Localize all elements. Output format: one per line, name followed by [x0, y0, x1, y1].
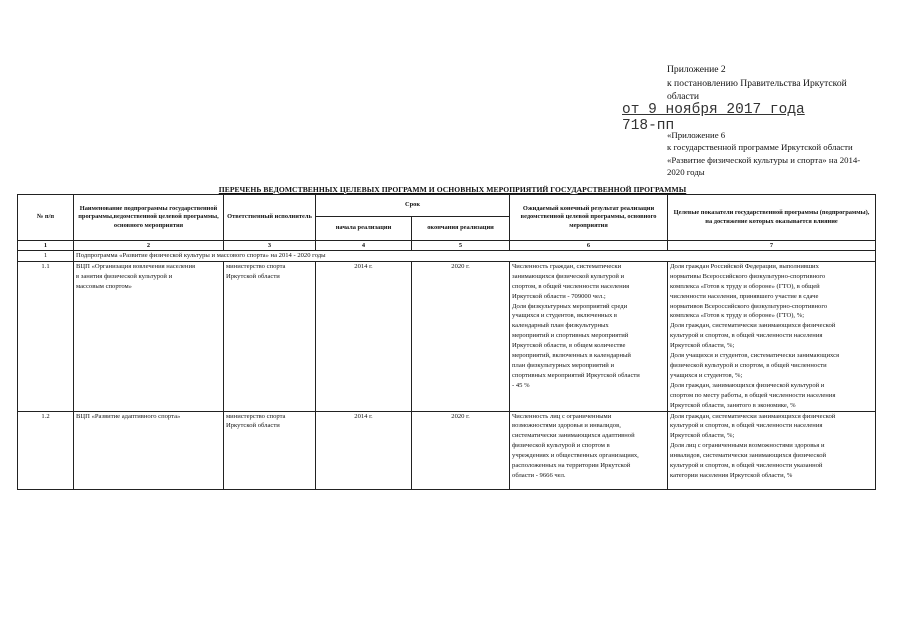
row-end: 2020 г. — [412, 261, 510, 411]
row-result-line: области - 9666 чел. — [512, 471, 566, 479]
column-number: 1 — [18, 241, 74, 251]
column-number: 2 — [74, 241, 224, 251]
document-title: ПЕРЕЧЕНЬ ВЕДОМСТВЕННЫХ ЦЕЛЕВЫХ ПРОГРАММ И ОСНОВНЫХ МЕРОПРИЯТИЙ ГОСУДАРСТВЕННОЙ ПРОГРАММЫ — [218, 185, 687, 194]
header-name: Наименование подпрограммы государственной программы,ведомственной целевой программы, основного мероприятия — [74, 195, 224, 241]
header-indicators: Целевые показатели государственной программы (подпрограммы), на достижение которых оказывается влияние — [668, 195, 876, 241]
row-indicators — [668, 261, 876, 411]
row-indicators — [668, 411, 876, 489]
appendix-line: к постановлению Правительства Иркутской — [667, 77, 847, 89]
row-indicators-line: Иркутской области, %; — [670, 432, 735, 440]
row-executor — [224, 261, 316, 411]
row-indicators-line: численности населения, принявшего участие в сдаче — [670, 292, 819, 300]
header-num: № п/п — [18, 195, 74, 241]
row-executor-line: министерство спорта — [226, 262, 286, 270]
row-executor-line: Иркутской области — [226, 272, 280, 280]
row-result-line: мероприятий, включенных в календарный — [512, 352, 631, 360]
column-number: 7 — [668, 241, 876, 251]
row-result-line: расположенных на территории Иркутской — [512, 462, 631, 470]
row-name-line: массовым спортом» — [76, 282, 132, 290]
stamp-number: 718-пп — [622, 118, 675, 134]
row-result-line: Доля физкультурных мероприятий среди — [512, 302, 628, 310]
row-indicators-line: Доля учащихся и студентов, систематически занимающихся — [670, 352, 840, 360]
row-executor-line: министерство спорта — [226, 412, 286, 420]
row-indicators-line: комплекса «Готов к труду и обороне» (ГТО), в общей — [670, 282, 820, 290]
row-indicators-line: Доля граждан Российской Федерации, выполнивших — [670, 262, 819, 270]
row-indicators-line: нормативов Всероссийского физкультурно-спортивного — [670, 302, 828, 310]
row-indicators-line: культурой и спортом, в общей численности населения — [670, 332, 823, 340]
row-result-line: план физкультурных мероприятий и — [512, 361, 614, 369]
row-result-line: Иркутской области - 709000 чел.; — [512, 292, 606, 300]
row-indicators-line: Доля граждан, занимающихся физической культурой и — [670, 381, 825, 389]
header-start: начала реализации — [316, 217, 412, 241]
row-indicators-line: физической культурой и спортом, в общей численности — [670, 361, 827, 369]
row-name-line: в занятия физической культурой и — [76, 272, 173, 280]
header-result: Ожидаемый конечный результат реализации ведомственной целевой программы, основного мероприятия — [510, 195, 668, 241]
header-term: Срок — [316, 195, 510, 217]
row-result — [510, 261, 668, 411]
row-indicators-line: Доля лиц с ограниченными возможностями здоровья и — [670, 442, 825, 450]
appendix-line: Приложение 2 — [667, 64, 726, 75]
row-result-line: учащихся и студентов, включенных в — [512, 312, 618, 320]
row-result-line: учреждениях и общественных организациях, — [512, 452, 639, 460]
column-number: 6 — [510, 241, 668, 251]
table-row — [18, 261, 876, 411]
subprogram-num: 1 — [18, 251, 74, 262]
appendix6-line: «Развитие физической культуры и спорта» на 2014- — [667, 154, 861, 165]
row-result-line: физической культурой и спортом в — [512, 442, 610, 450]
row-name-line: ВЦП «Организация вовлечения населения — [76, 262, 196, 270]
row-executor-line: Иркутской области — [226, 422, 280, 430]
row-result-line: Иркутской области, в общем количестве — [512, 342, 626, 350]
row-indicators-line: инвалидов, систематически занимающихся физической — [670, 452, 827, 460]
row-indicators-line: спортом по месту работы, в общей численности населения — [670, 391, 836, 399]
row-num: 1.1 — [18, 261, 74, 411]
header-end: окончания реализации — [412, 217, 510, 241]
row-result-line: календарный план физкультурных — [512, 322, 609, 330]
appendix-block — [667, 63, 877, 104]
appendix6-block — [667, 129, 882, 178]
appendix-line: области — [667, 91, 700, 102]
row-executor — [224, 411, 316, 489]
row-result-line: спортом, в общей численности населения — [512, 282, 630, 290]
column-number: 5 — [412, 241, 510, 251]
row-name — [74, 261, 224, 411]
column-number: 4 — [316, 241, 412, 251]
row-indicators-line: Доля граждан, систематически занимающихся физической — [670, 322, 836, 330]
row-result-line: мероприятий и спортивных мероприятий — [512, 332, 629, 340]
row-indicators-line: комплекса «Готов к труду и обороне» (ГТО), %; — [670, 312, 805, 320]
appendix6-line: «Приложение 6 — [667, 130, 726, 140]
appendix6-line: 2020 годы — [667, 166, 705, 177]
row-name-line: ВЦП «Развитие адаптивного спорта» — [76, 412, 181, 420]
row-end: 2020 г. — [412, 411, 510, 489]
row-result-line: занимающихся физической культурой и — [512, 272, 625, 280]
subprogram-row — [18, 251, 876, 262]
row-result-line: Численность граждан, систематически — [512, 262, 622, 270]
row-indicators-line: учащихся и студентов, %; — [670, 371, 743, 379]
row-num: 1.2 — [18, 411, 74, 489]
programs-table — [17, 194, 876, 490]
header-row — [18, 195, 876, 217]
row-indicators-line: Иркутской области, %; — [670, 342, 735, 350]
row-result-line: возможностями здоровья и инвалидов, — [512, 422, 621, 430]
row-indicators-line: культурой и спортом, в общей численности указанной — [670, 462, 823, 470]
column-number: 3 — [224, 241, 316, 251]
subprogram-title: Подпрограмма «Развитие физической культуры и массового спорта» на 2014 - 2020 годы — [74, 251, 876, 262]
table-row — [18, 411, 876, 489]
row-result-line: систематически занимающихся адаптивной — [512, 432, 635, 440]
row-indicators-line: категории населения Иркутской области, % — [670, 471, 793, 479]
row-indicators-line: Иркутской области, занятого в экономике, % — [670, 401, 796, 409]
row-indicators-line: Доля граждан, систематически занимающихся физической — [670, 412, 836, 420]
row-start: 2014 г. — [316, 411, 412, 489]
stamp-date: от 9 ноября 2017 года — [622, 102, 805, 118]
row-result-line: Численность лиц с ограниченными — [512, 412, 612, 420]
row-name — [74, 411, 224, 489]
column-numbers-row — [18, 241, 876, 251]
row-result — [510, 411, 668, 489]
row-result-line: - 45 % — [512, 381, 530, 389]
row-result-line: спортивных мероприятий Иркутской области — [512, 371, 640, 379]
appendix6-line: к государственной программе Иркутской области — [667, 142, 853, 153]
row-start: 2014 г. — [316, 261, 412, 411]
row-indicators-line: культурой и спортом, в общей численности населения — [670, 422, 823, 430]
header-executor: Ответственный исполнитель — [224, 195, 316, 241]
row-indicators-line: нормативы Всероссийского физкультурно-спортивного — [670, 272, 826, 280]
